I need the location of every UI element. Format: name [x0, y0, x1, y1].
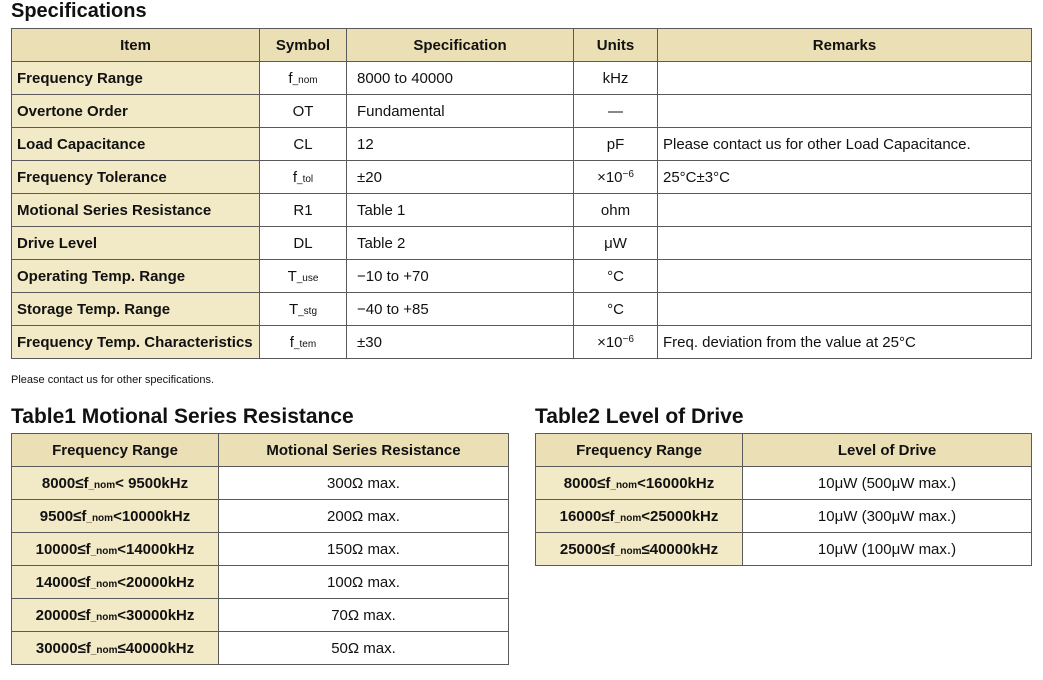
spec-unit-base: °C	[607, 267, 624, 285]
table1-header-row	[12, 434, 509, 467]
spec-symbol-subscript: _nom	[292, 74, 318, 86]
table2-level-of-drive	[535, 433, 1032, 566]
table1-range-low: 9500≤f	[39, 507, 87, 525]
table1-range-subscript: _nom	[90, 644, 118, 656]
spec-symbol	[260, 293, 347, 326]
table1-frequency-range	[12, 632, 219, 665]
spec-row	[12, 95, 1032, 128]
header-symbol: Symbol	[260, 29, 347, 62]
spec-unit	[574, 95, 658, 128]
table1-row	[12, 467, 509, 500]
spec-symbol	[260, 95, 347, 128]
table1-range-low: 14000≤f	[35, 573, 91, 591]
header-remarks: Remarks	[658, 29, 1032, 62]
spec-remark	[658, 293, 1032, 326]
table2-value: 10μW (500μW max.)	[743, 467, 1032, 500]
spec-symbol	[260, 62, 347, 95]
spec-symbol-base: f	[292, 168, 298, 186]
table1-title: Table1 Motional Series Resistance	[11, 405, 354, 428]
table1-range-high: <30000kHz	[117, 606, 195, 624]
table1-value: 100Ω max.	[219, 566, 509, 599]
spec-symbol-base: CL	[293, 135, 313, 153]
table1-range-low: 8000≤f	[41, 474, 89, 492]
spec-symbol-base: OT	[292, 102, 314, 120]
spec-unit-base: ×10	[597, 333, 623, 351]
spec-item: Drive Level	[12, 227, 260, 260]
table1-header-frequency-range: Frequency Range	[12, 434, 219, 467]
table1-range-subscript: _nom	[90, 545, 118, 557]
table2-value: 10μW (300μW max.)	[743, 500, 1032, 533]
spec-unit	[574, 194, 658, 227]
spec-value: Fundamental	[347, 95, 574, 128]
table1-range-high: ≤40000kHz	[117, 639, 195, 657]
table1-row	[12, 599, 509, 632]
spec-row	[12, 293, 1032, 326]
spec-row	[12, 194, 1032, 227]
spec-item: Storage Temp. Range	[12, 293, 260, 326]
table1-range-subscript: _nom	[90, 578, 118, 590]
table2-frequency-range	[536, 533, 743, 566]
spec-symbol-subscript: _tol	[297, 173, 314, 185]
table2-range-high: <16000kHz	[637, 474, 715, 492]
spec-row	[12, 161, 1032, 194]
spec-unit	[574, 227, 658, 260]
table1-header-resistance: Motional Series Resistance	[219, 434, 509, 467]
table2-header-row	[536, 434, 1032, 467]
spec-remark: 25°C±3°C	[658, 161, 1032, 194]
table1-row	[12, 533, 509, 566]
table1-range-low: 20000≤f	[35, 606, 91, 624]
specifications-note: Please contact us for other specifications.	[11, 374, 214, 386]
spec-unit	[574, 62, 658, 95]
spec-value: Table 2	[347, 227, 574, 260]
spec-value: 8000 to 40000	[347, 62, 574, 95]
table1-range-subscript: _nom	[88, 479, 116, 491]
spec-value: Table 1	[347, 194, 574, 227]
table2-range-subscript: _nom	[614, 512, 642, 524]
spec-symbol-subscript: _stg	[298, 305, 318, 317]
table2-row	[536, 533, 1032, 566]
spec-remark: Please contact us for other Load Capacitance.	[658, 128, 1032, 161]
spec-header-row	[12, 29, 1032, 62]
spec-symbol-base: DL	[293, 234, 313, 252]
spec-row	[12, 326, 1032, 359]
spec-unit-base: ohm	[600, 201, 631, 219]
table1-frequency-range	[12, 467, 219, 500]
table1-range-subscript: _nom	[86, 512, 114, 524]
spec-symbol	[260, 194, 347, 227]
spec-symbol-base: R1	[293, 201, 313, 219]
table2-range-high: ≤40000kHz	[641, 540, 719, 558]
spec-symbol-base: f	[288, 69, 293, 87]
table1-range-high: <10000kHz	[113, 507, 191, 525]
spec-value: ±20	[347, 161, 574, 194]
spec-remark	[658, 95, 1032, 128]
table2-range-low: 8000≤f	[563, 474, 611, 492]
table2-frequency-range	[536, 467, 743, 500]
table1-range-high: < 9500kHz	[115, 474, 189, 492]
spec-unit	[574, 326, 658, 359]
table2-row	[536, 500, 1032, 533]
table1-value: 70Ω max.	[219, 599, 509, 632]
spec-item: Motional Series Resistance	[12, 194, 260, 227]
header-units: Units	[574, 29, 658, 62]
spec-unit-exponent: −6	[622, 333, 634, 345]
spec-symbol	[260, 161, 347, 194]
spec-item: Load Capacitance	[12, 128, 260, 161]
spec-value: −10 to +70	[347, 260, 574, 293]
table2-range-subscript: _nom	[614, 545, 642, 557]
table1-row	[12, 500, 509, 533]
table2-range-low: 25000≤f	[559, 540, 615, 558]
table1-range-high: <20000kHz	[117, 573, 195, 591]
table1-range-low: 10000≤f	[35, 540, 91, 558]
spec-unit	[574, 260, 658, 293]
spec-item: Operating Temp. Range	[12, 260, 260, 293]
spec-remark	[658, 227, 1032, 260]
table1-frequency-range	[12, 599, 219, 632]
spec-symbol	[260, 260, 347, 293]
table2-range-low: 16000≤f	[559, 507, 615, 525]
spec-row	[12, 227, 1032, 260]
spec-symbol-base: T	[287, 267, 297, 285]
table2-title: Table2 Level of Drive	[535, 405, 744, 428]
table1-range-low: 30000≤f	[35, 639, 91, 657]
table1-motional-series-resistance	[11, 433, 509, 665]
table2-row	[536, 467, 1032, 500]
spec-symbol	[260, 326, 347, 359]
spec-symbol-base: T	[288, 300, 299, 318]
table1-value: 50Ω max.	[219, 632, 509, 665]
table2-range-subscript: _nom	[610, 479, 638, 491]
specifications-title: Specifications	[11, 0, 147, 22]
table1-frequency-range	[12, 533, 219, 566]
table1-value: 150Ω max.	[219, 533, 509, 566]
spec-symbol-subscript: _use	[296, 272, 319, 284]
spec-remark	[658, 62, 1032, 95]
spec-row	[12, 62, 1032, 95]
spec-symbol-subscript: _tem	[293, 338, 317, 350]
spec-remark	[658, 194, 1032, 227]
spec-value: −40 to +85	[347, 293, 574, 326]
spec-unit-exponent: −6	[622, 168, 634, 180]
table1-value: 300Ω max.	[219, 467, 509, 500]
spec-row	[12, 128, 1032, 161]
spec-symbol	[260, 227, 347, 260]
table2-header-frequency-range: Frequency Range	[536, 434, 743, 467]
spec-item: Overtone Order	[12, 95, 260, 128]
table1-frequency-range	[12, 566, 219, 599]
spec-unit-base: —	[608, 102, 623, 120]
table2-frequency-range	[536, 500, 743, 533]
specifications-table	[11, 28, 1032, 359]
table2-value: 10μW (100μW max.)	[743, 533, 1032, 566]
spec-unit	[574, 161, 658, 194]
spec-unit-base: pF	[606, 135, 625, 153]
spec-unit	[574, 293, 658, 326]
spec-row	[12, 260, 1032, 293]
table1-value: 200Ω max.	[219, 500, 509, 533]
header-specification: Specification	[347, 29, 574, 62]
spec-remark: Freq. deviation from the value at 25°C	[658, 326, 1032, 359]
spec-remark	[658, 260, 1032, 293]
table2-header-level-of-drive: Level of Drive	[743, 434, 1032, 467]
spec-item: Frequency Temp. Characteristics	[12, 326, 260, 359]
spec-unit-base: ×10	[597, 168, 623, 186]
table2-range-high: <25000kHz	[641, 507, 719, 525]
spec-unit-base: μW	[604, 234, 627, 252]
table1-range-high: <14000kHz	[117, 540, 195, 558]
table1-row	[12, 566, 509, 599]
table1-frequency-range	[12, 500, 219, 533]
spec-unit	[574, 128, 658, 161]
spec-symbol	[260, 128, 347, 161]
spec-symbol-base: f	[289, 333, 294, 351]
table1-range-subscript: _nom	[90, 611, 118, 623]
spec-value: ±30	[347, 326, 574, 359]
table1-row	[12, 632, 509, 665]
spec-unit-base: kHz	[602, 69, 629, 87]
spec-item: Frequency Tolerance	[12, 161, 260, 194]
spec-item: Frequency Range	[12, 62, 260, 95]
spec-value: 12	[347, 128, 574, 161]
spec-unit-base: °C	[607, 300, 624, 318]
header-item: Item	[12, 29, 260, 62]
